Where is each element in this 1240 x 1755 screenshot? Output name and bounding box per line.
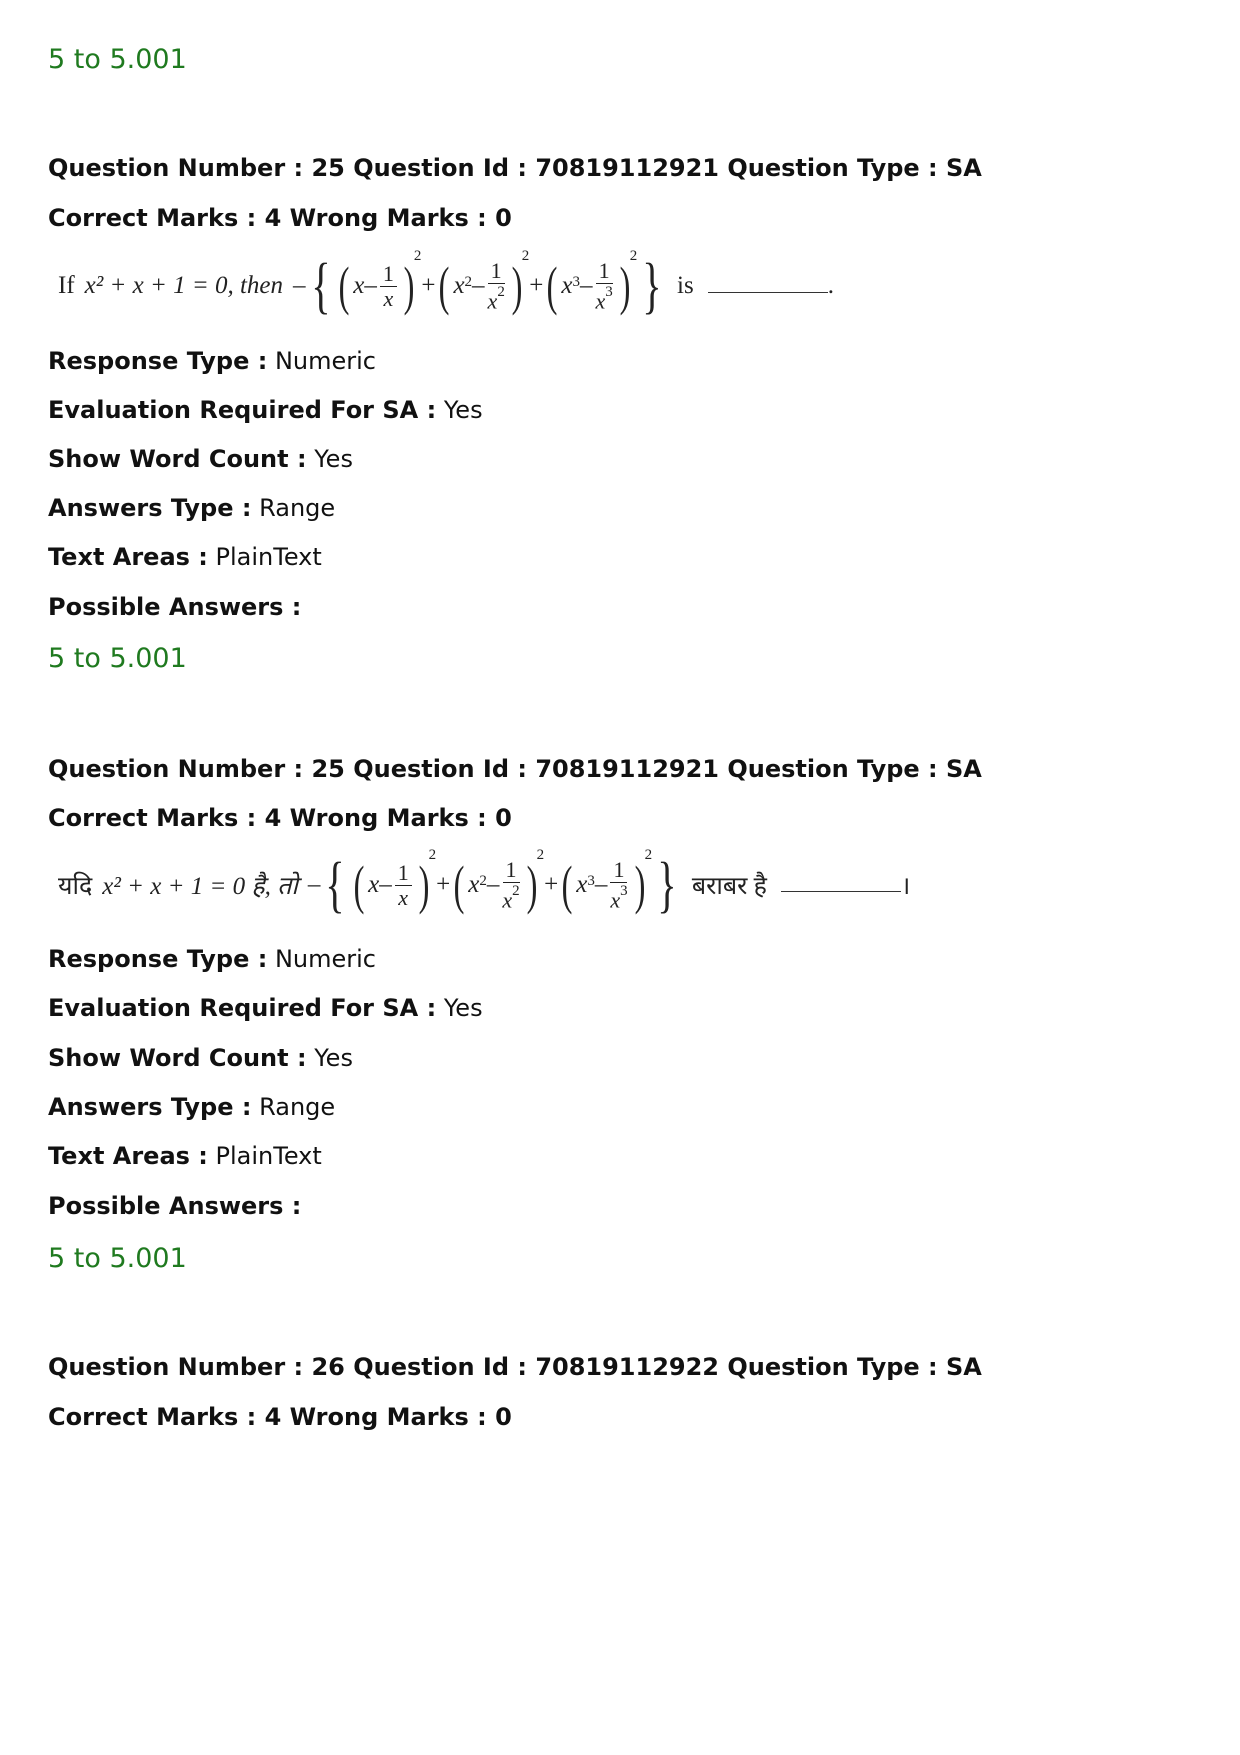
field-label: Response Type : — [48, 347, 268, 375]
field-text-areas — [48, 543, 322, 571]
math-x: x — [561, 272, 573, 299]
exponent: 2 — [413, 248, 422, 264]
math-x: x — [453, 272, 465, 299]
math-condition: x² + x + 1 = 0 है, तो — [102, 873, 298, 900]
frac-num: 1 — [596, 259, 613, 284]
field-possible-answers — [48, 1192, 301, 1220]
math-prefix: If — [58, 272, 75, 299]
possible-answer-value: 5 to 5.001 — [48, 1243, 187, 1274]
open-paren: ( — [439, 256, 450, 316]
open-paren: ( — [338, 256, 350, 316]
field-show-word-count — [48, 1044, 353, 1072]
frac-num: 1 — [380, 262, 397, 287]
math-plus: + — [421, 272, 436, 299]
open-paren: ( — [561, 855, 573, 915]
question-math-expression — [58, 246, 834, 326]
field-label: Show Word Count : — [48, 1044, 307, 1072]
field-text-areas — [48, 1142, 322, 1170]
field-value: Yes — [314, 445, 353, 473]
open-brace: { — [325, 851, 345, 919]
close-paren: ) — [634, 855, 645, 915]
field-value: Yes — [443, 396, 483, 424]
math-minus-inner: – — [580, 272, 593, 299]
frac-num: 1 — [610, 858, 627, 883]
close-paren: ) — [619, 256, 631, 316]
close-paren: ) — [526, 855, 538, 915]
field-evaluation-required — [48, 994, 483, 1022]
fraction-1-over-x3 — [610, 858, 627, 912]
math-minus: – — [293, 272, 306, 299]
math-x: x — [487, 288, 498, 314]
math-minus-inner: – — [486, 871, 500, 898]
close-paren: ) — [418, 855, 430, 915]
question-header — [48, 755, 982, 783]
frac-den — [610, 883, 627, 912]
marks-text: Correct Marks : 4 Wrong Marks : 0 — [48, 804, 512, 832]
math-plus: + — [529, 272, 544, 299]
question-header — [48, 154, 982, 182]
marks-text: Correct Marks : 4 Wrong Marks : 0 — [48, 1403, 512, 1431]
fraction-1-over-x — [395, 861, 412, 910]
math-x: x — [353, 272, 365, 299]
frac-den — [398, 886, 408, 910]
field-label: Show Word Count : — [48, 445, 307, 473]
math-x: x — [468, 871, 480, 898]
close-paren: ) — [403, 256, 415, 316]
exponent: 2 — [479, 872, 487, 889]
math-plus: + — [544, 871, 559, 898]
math-x: x — [398, 884, 409, 910]
possible-answer-value: 5 to 5.001 — [48, 643, 187, 674]
field-answers-type — [48, 1093, 335, 1121]
field-label: Possible Answers : — [48, 593, 302, 621]
close-paren: ) — [511, 256, 523, 316]
question-header — [48, 1353, 982, 1381]
field-label: Evaluation Required For SA : — [48, 994, 437, 1022]
field-value: Yes — [314, 1044, 353, 1072]
field-label: Text Areas : — [48, 1142, 208, 1170]
open-paren: ( — [353, 855, 365, 915]
field-value: Numeric — [274, 347, 376, 375]
field-label: Answers Type : — [48, 1093, 252, 1121]
frac-den — [596, 284, 613, 313]
math-end: . — [827, 272, 834, 299]
math-suffix: बराबर है — [691, 873, 767, 900]
marks-line — [48, 804, 512, 832]
exponent: 2 — [512, 882, 520, 899]
math-x: x — [383, 285, 394, 311]
field-evaluation-required — [48, 396, 483, 424]
field-label: Evaluation Required For SA : — [48, 396, 437, 424]
exponent: 2 — [536, 847, 545, 863]
math-condition: x² + x + 1 = 0, then — [84, 272, 283, 299]
marks-line — [48, 1403, 512, 1431]
possible-answer-value: 5 to 5.001 — [48, 44, 187, 75]
field-response-type — [48, 945, 376, 973]
math-x: x — [368, 871, 380, 898]
exponent: 3 — [587, 872, 595, 889]
fraction-1-over-x2 — [488, 259, 505, 313]
math-x: x — [595, 288, 606, 314]
question-header-text: Question Number : 25 Question Id : 70819112921 Question Type : SA — [48, 755, 982, 783]
field-answers-type — [48, 494, 335, 522]
fraction-1-over-x2 — [502, 858, 519, 912]
field-label: Answers Type : — [48, 494, 252, 522]
exponent: 3 — [572, 273, 580, 290]
frac-num: 1 — [503, 858, 520, 883]
answer-blank — [708, 280, 828, 293]
field-value: Yes — [443, 994, 483, 1022]
fraction-1-over-x — [380, 262, 397, 311]
marks-text: Correct Marks : 4 Wrong Marks : 0 — [48, 204, 512, 232]
frac-den — [383, 287, 393, 311]
open-paren: ( — [547, 256, 558, 316]
fraction-1-over-x3 — [596, 259, 613, 313]
math-x: x — [502, 887, 513, 913]
field-label: Possible Answers : — [48, 1192, 302, 1220]
open-paren: ( — [453, 855, 465, 915]
field-value: Numeric — [274, 945, 376, 973]
field-value: Range — [259, 494, 336, 522]
math-end: । — [900, 873, 911, 900]
marks-line — [48, 204, 512, 232]
field-value: PlainText — [215, 543, 322, 571]
field-value: PlainText — [215, 1142, 322, 1170]
open-brace: { — [310, 252, 331, 320]
field-possible-answers — [48, 593, 301, 621]
close-brace: } — [642, 252, 662, 320]
field-response-type — [48, 347, 376, 375]
exponent: 2 — [644, 847, 653, 863]
question-header-text: Question Number : 25 Question Id : 70819112921 Question Type : SA — [48, 154, 982, 182]
math-minus-inner: – — [472, 272, 485, 299]
exponent: 2 — [497, 283, 505, 300]
exponent: 2 — [464, 273, 473, 290]
frac-den — [488, 284, 505, 313]
math-minus-inner: – — [379, 871, 392, 898]
math-x: x — [610, 887, 621, 913]
answer-blank — [781, 879, 901, 892]
math-minus: – — [307, 871, 321, 898]
field-show-word-count — [48, 445, 353, 473]
question-math-expression — [58, 845, 910, 925]
field-label: Response Type : — [48, 945, 268, 973]
close-brace: } — [657, 851, 677, 919]
math-minus-inner: – — [364, 272, 377, 299]
exponent: 2 — [629, 248, 638, 264]
math-x: x — [576, 871, 588, 898]
exponent: 2 — [521, 248, 530, 264]
math-prefix: यदि — [58, 873, 93, 900]
field-value: Range — [259, 1093, 336, 1121]
exponent: 2 — [428, 847, 437, 863]
math-minus-inner: – — [594, 871, 608, 898]
math-suffix: is — [677, 272, 694, 299]
frac-num: 1 — [395, 861, 412, 886]
exponent: 3 — [620, 882, 628, 899]
question-header-text: Question Number : 26 Question Id : 70819112922 Question Type : SA — [48, 1353, 982, 1381]
frac-num: 1 — [488, 259, 505, 284]
math-plus: + — [436, 871, 451, 898]
field-label: Text Areas : — [48, 543, 208, 571]
exponent: 3 — [605, 283, 613, 300]
frac-den — [502, 883, 519, 912]
